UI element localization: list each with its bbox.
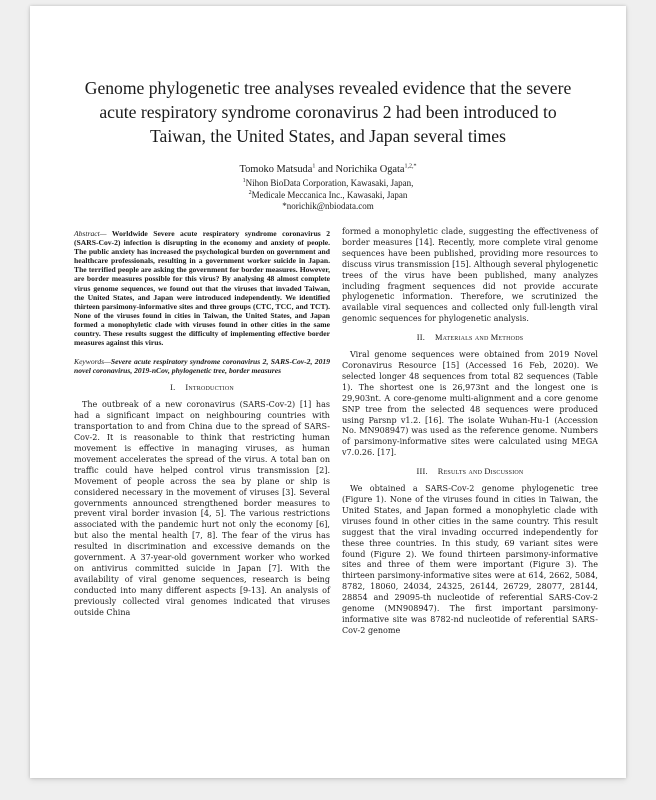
author-1: Tomoko Matsuda [239, 164, 313, 175]
abstract-text: Worldwide Severe acute respiratory syndrome coronavirus 2 (SARS-Cov-2) infection is disrupting in the economy and anxiety of people. The public anxiety has increased the psychological burden on government and healthcare professionals, resulting in a government worker suicide in Japan. The terrified people are asking the government for border measures. However, are border measures possible for this virus? By analysing 48 almost complete virus genome sequences, we found out that the viruses that invaded Taiwan, the United States, and Japan were introduced independently. We identified thirteen parsimony-informative sites and three groups (CTC, TCC, and TCT). None of the viruses found in cities in Taiwan, the United States, and Japan formed a monophyletic clade with viruses found in other cities in the same country. These results suggest the difficulty of implementing effective border measures against this virus. [74, 229, 330, 348]
abstract [74, 229, 330, 347]
author-email[interactable]: *norichik@nbiodata.com [282, 201, 374, 211]
keywords-lead: Keywords— [74, 357, 111, 367]
section-heading-methods [342, 333, 598, 344]
section-title: Introduction [185, 383, 234, 393]
affiliation-2-text: Medicale Meccanica Inc., Kawasaki, Japan [251, 189, 408, 200]
affiliation-1-text: Nihon BioData Corporation, Kawasaki, Japan, [245, 178, 414, 188]
affiliation-2 [130, 190, 526, 202]
author-1-affiliation-mark: 1 [312, 163, 316, 170]
methods-paragraph: Viral genome sequences were obtained from 2019 Novel Coronavirus Resource [15] (Accessed 16 Feb, 2020). We selected longer 48 sequences from total 82 sequences (Table 1). The shortest one is 26,973nt and the longest one is 29,903nt. A core-genome multi-alignment and a core genome SNP tree from the selected 48 sequences were produced using Parsnp v1.2. [16]. The isolate Wuhan-Hu-1 (Accession No. MN908947) was used as the reference genome. Numbers of parsimony-informative sites were calculated using MEGA v7.0.26. [17]. [342, 350, 598, 458]
keywords-text: Severe acute respiratory syndrome coronavirus 2, SARS-Cov-2, 2019 novel coronavirus, 2019-nCov, phylogenetic tree, border measures [74, 357, 330, 376]
section-number: I. [170, 383, 176, 393]
author-names [130, 164, 526, 176]
right-column [342, 227, 598, 637]
author-block [130, 164, 526, 213]
introduction-paragraph: The outbreak of a new coronavirus (SARS-Cov-2) [1] has had a significant impact on neighbouring countries with transportation to and from China due to the spread of SARS-Cov-2. It is reasonable to think that restricting human movement is effective in managing viruses, as human movement accelerates the spread of the virus. A total ban on traffic could have helped control virus transmission [2]. Movement of people across the sea by plane or ship is considered necessary in the movement of viruses [3]. Several governments announced strengthened border measures to prevent viral border invasion [4, 5]. The various restrictions associated with the pandemic hurt not only the economy [6], but also the mental health [7, 8]. The fear of the virus has resulted in discrimination and excessive demands on the government. A 37-year-old government worker who worked on antivirus committed suicide in Japan [7]. With the availability of viral genome sequences, research is being conducted into many different aspects [9-13]. An analysis of previously collected viral genomes indicated that viruses outside China [74, 400, 330, 617]
affiliation-1 [130, 178, 526, 190]
section-number: II. [416, 333, 425, 343]
keywords [74, 357, 330, 375]
left-column [74, 229, 330, 618]
section-title: Results and Discussion [437, 467, 524, 477]
paper-page [30, 6, 626, 778]
abstract-lead: Abstract— [74, 229, 112, 238]
section-heading-introduction [74, 383, 330, 394]
affiliation-2-mark: 2 [248, 189, 252, 196]
introduction-continued-paragraph: formed a monophyletic clade, suggesting the effectiveness of border measures [14]. Recently, more complete viral genome sequences have been published, providing more resources to discuss virus transmission [15]. Although several phylogenetic trees of the virus have been published, many analyzes including fragment sequences did not provide accurate phylogenetic information. Therefore, we scrutinized the available viral sequences and collected only full-length viral genomic sequences for phylogenetic analysis. [342, 227, 598, 324]
section-number: III. [416, 467, 428, 477]
section-heading-results [342, 467, 598, 478]
section-title: Materials and Methods [435, 333, 524, 343]
paper-title: Genome phylogenetic tree analyses revealed evidence that the severe acute respiratory syndrome coronavirus 2 had been introduced to Taiwan, the United States, and Japan several times [84, 78, 572, 146]
author-joiner: and [315, 164, 336, 175]
affiliation-1-mark: 1 [242, 178, 246, 184]
author-2: Norichika Ogata [335, 164, 405, 175]
results-paragraph: We obtained a SARS-Cov-2 genome phylogenetic tree (Figure 1). None of the viruses found in cities in Taiwan, the United States, and Japan formed a monophyletic clade with viruses found in other cities in the same country. This result suggest that the viral invading occurred independently for these three countries. In this study, 69 variant sites were found (Figure 2). We found thirteen parsimony-informative sites and three of them were important (Figure 3). The thirteen parsimony-informative sites were at 614, 2662, 5084, 8782, 18060, 24034, 24325, 26144, 26729, 28077, 28144, 28854 and 29095-th nucleotide of referential SARS-Cov-2 genome (MN908947). The first important parsimony-informative site was 8782-nd nucleotide of referential SARS-Cov-2 genome [342, 484, 598, 635]
author-2-affiliation-mark: 1,2,* [404, 163, 417, 170]
